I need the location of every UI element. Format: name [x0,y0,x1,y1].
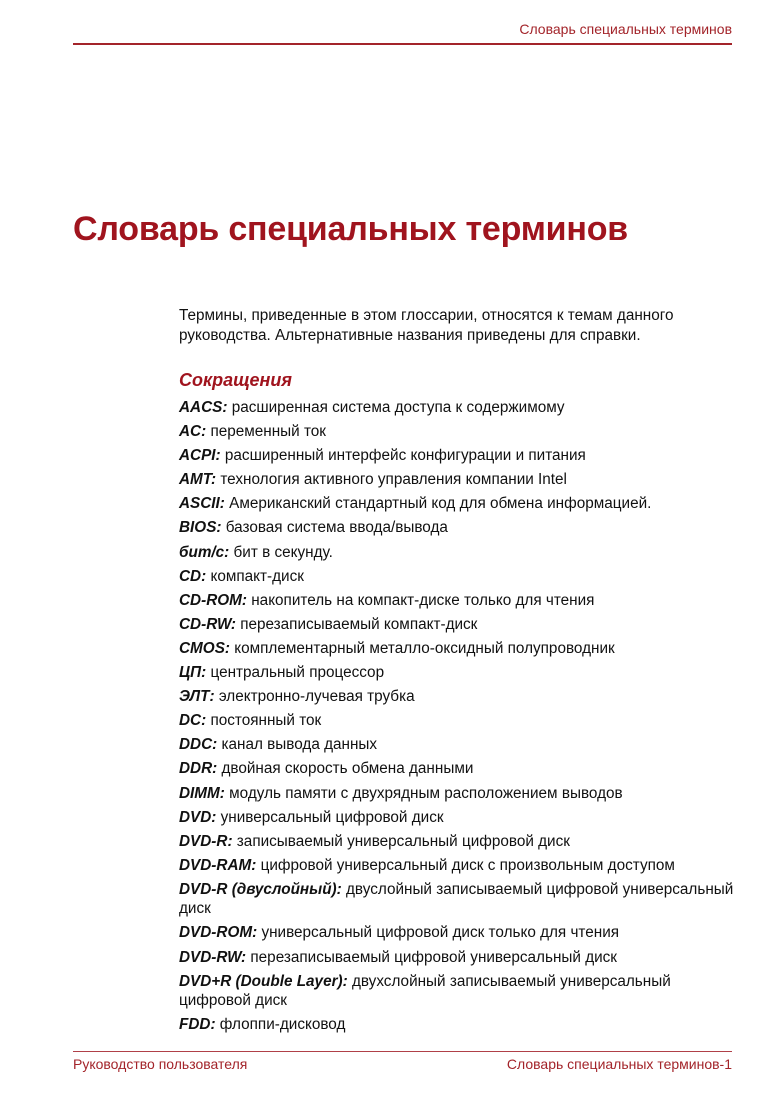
entry-definition: расширенная система доступа к содержимому [231,399,565,416]
entry-definition: накопитель на компакт-диске только для чтения [251,591,595,609]
glossary-entry [179,711,739,731]
entry-definition: расширенный интерфейс конфигурации и питания [224,447,586,465]
glossary-entry [179,687,739,707]
entry-term: DIMM: [179,784,225,802]
footer-left: Руководство пользователя [73,1056,248,1072]
entry-term: CMOS: [179,639,230,657]
entry-definition: центральный процессор [210,664,385,682]
entry-term: ACPI: [179,447,221,465]
entry-definition: двухслойный записываемый универсальный цифровой диск [179,972,671,1010]
entry-term: AACS: [179,399,228,416]
glossary-entry [179,639,739,659]
entry-term: DVD: [179,808,217,826]
entry-term: DVD-RAM: [179,856,257,874]
glossary-entry [179,543,739,563]
entry-definition: записываемый универсальный цифровой диск [236,832,570,850]
entry-definition: базовая система ввода/вывода [225,519,448,537]
entry-definition: флоппи-дисковод [219,1016,346,1034]
entry-definition: Американский стандартный код для обмена информацией. [229,495,652,513]
glossary-entry [179,784,739,804]
entry-definition: бит в секунду. [233,543,333,561]
entry-term: FDD: [179,1016,216,1034]
entry-definition: переменный ток [210,423,327,441]
entry-definition: универсальный цифровой диск [220,808,444,826]
glossary-entry [179,422,739,442]
entry-definition: электронно-лучевая трубка [218,688,415,706]
entry-term: ЭЛТ: [179,688,215,706]
entry-definition: универсальный цифровой диск только для чтения [261,924,620,942]
entry-term: DVD-ROM: [179,924,258,942]
entry-term: AMT: [179,471,217,489]
glossary-list [179,398,739,1039]
entry-definition: цифровой универсальный диск с произвольным доступом [260,856,675,874]
header-divider [73,43,732,45]
entry-term: CD-ROM: [179,591,247,609]
glossary-entry [179,735,739,755]
entry-definition: двойная скорость обмена данными [221,760,474,778]
glossary-entry [179,518,739,538]
glossary-entry [179,856,739,876]
entry-term: DDR: [179,760,218,778]
glossary-entry [179,615,739,635]
entry-term: ЦП: [179,664,207,682]
entry-term: DVD-RW: [179,948,247,966]
entry-term: BIOS: [179,519,222,537]
glossary-entry [179,880,739,919]
intro-paragraph: Термины, приведенные в этом глоссарии, относятся к темам данного руководства. Альтернативные названия приведены для справки. [179,307,674,344]
page-title: Словарь специальных терминов [73,210,628,248]
glossary-entry [179,972,739,1011]
glossary-entry [179,591,739,611]
entry-term: DDC: [179,736,218,754]
entry-definition: компакт-диск [210,567,304,585]
glossary-entry [179,663,739,683]
section-heading: Сокращения [179,370,292,390]
entry-term: бит/с: [179,543,230,561]
entry-term: CD-RW: [179,615,236,633]
entry-definition: комплементарный металло-оксидный полупроводник [234,639,615,657]
entry-definition: перезаписываемый цифровой универсальный диск [250,948,618,966]
glossary-entry [179,808,739,828]
entry-term: DVD+R (Double Layer): [179,972,348,990]
entry-definition: модуль памяти с двухрядным расположением выводов [229,784,623,802]
footer-page-label: Словарь специальных терминов-1 [506,1056,732,1072]
entry-definition: постоянный ток [210,712,322,730]
glossary-entry [179,832,739,852]
entry-definition: двуслойный записываемый цифровой универсальный диск [179,880,734,918]
entry-term: DC: [179,712,207,730]
glossary-entry [179,446,739,466]
glossary-entry [179,1015,739,1035]
glossary-entry [179,759,739,779]
entry-definition: технология активного управления компании Intel [220,471,567,489]
entry-term: CD: [179,567,207,585]
glossary-entry [179,923,739,943]
footer-divider [73,1051,732,1052]
glossary-entry [179,398,739,418]
entry-term: AC: [179,423,207,441]
glossary-entry [179,948,739,968]
entry-definition: канал вывода данных [221,736,378,754]
entry-definition: перезаписываемый компакт-диск [240,615,478,633]
glossary-entry [179,567,739,587]
entry-term: ASCII: [179,495,225,513]
entry-term: DVD-R (двуслойный): [179,880,342,898]
running-header: Словарь специальных терминов [519,21,732,37]
glossary-entry [179,494,739,514]
glossary-entry [179,470,739,490]
entry-term: DVD-R: [179,832,233,850]
